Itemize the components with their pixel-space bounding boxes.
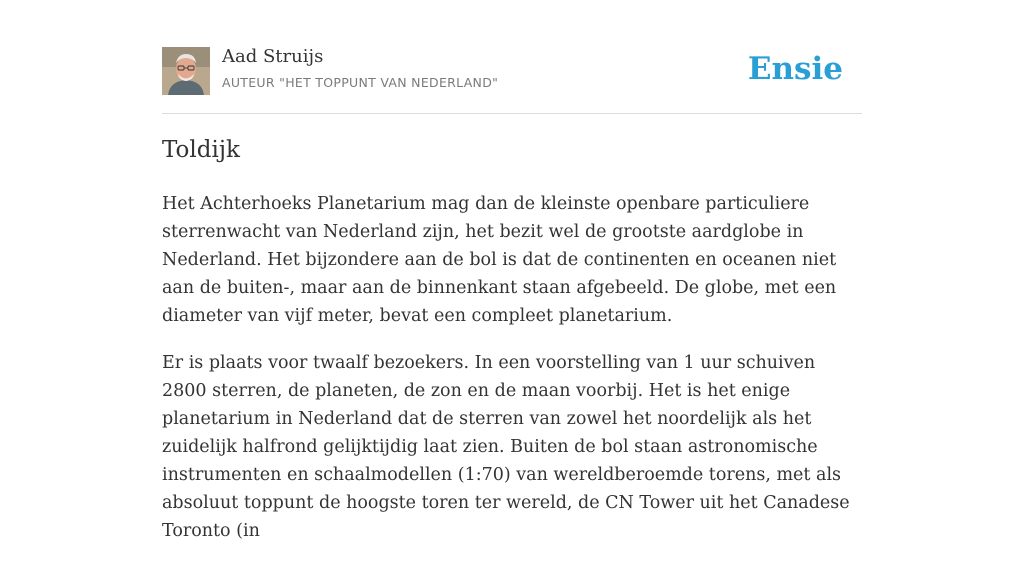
article-title: Toldijk — [162, 137, 240, 163]
author-name[interactable]: Aad Struijs — [222, 46, 324, 67]
author-avatar[interactable] — [162, 47, 210, 95]
article-container — [162, 0, 862, 541]
author-photo-icon — [162, 47, 210, 95]
article-paragraph: Het Achterhoeks Planetarium mag dan de kleinste openbare particuliere sterrenwacht van Nederland zijn, het bezit wel de grootste aardglobe in Nederland. Het bijzondere aan de bol is dat de continenten en oceanen niet aan de buiten-, maar aan de binnenkant staan afgebeeld. De globe, met een diameter van vijf meter, bevat een compleet planetarium. — [162, 194, 837, 326]
article-header — [162, 0, 862, 114]
article-body — [162, 190, 862, 564]
article-paragraph: Er is plaats voor twaalf bezoekers. In een voorstelling van 1 uur schuiven 2800 sterren, de planeten, de zon en de maan voorbij. Het is het enige planetarium in Nederland dat de sterren van zowel het noordelijk als het zuidelijk halfrond gelijktijdig laat zien. Buiten de bol staan astronomische instrumenten en schaalmodellen (1:70) van wereldberoemde torens, met als absoluut toppunt de hoogste toren ter wereld, de CN Tower uit het Canadese Toronto (in — [162, 353, 850, 541]
brand-logo[interactable]: Ensie — [747, 51, 843, 87]
author-subtitle: AUTEUR "HET TOPPUNT VAN NEDERLAND" — [222, 75, 499, 90]
